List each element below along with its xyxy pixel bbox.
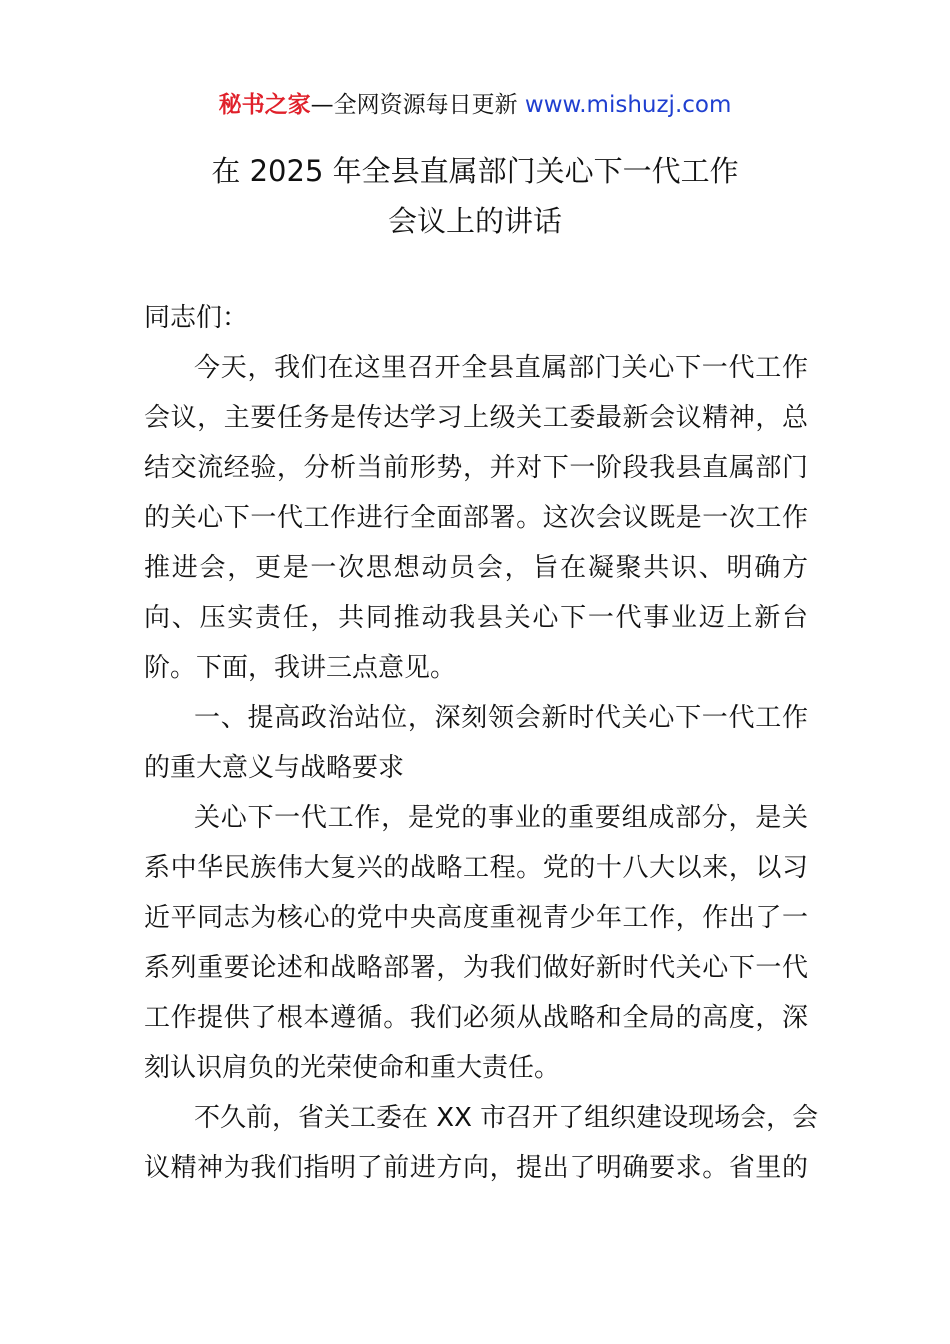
section-heading-line: 的重大意义与战略要求 bbox=[144, 753, 405, 783]
paragraph-line: 近平同志为核心的党中央高度重视青少年工作，作出了一 bbox=[144, 903, 808, 933]
document-body bbox=[144, 293, 819, 1193]
paragraph-line: 会议，主要任务是传达学习上级关工委最新会议精神，总 bbox=[144, 403, 808, 433]
salutation: 同志们： bbox=[144, 303, 249, 333]
paragraph-line: 的关心下一代工作进行全面部署。这次会议既是一次工作 bbox=[144, 503, 808, 533]
paragraph-line: 议精神为我们指明了前进方向，提出了明确要求。省里的 bbox=[144, 1153, 808, 1183]
paragraph-line: 今天，我们在这里召开全县直属部门关心下一代工作 bbox=[194, 353, 808, 383]
section-heading-line: 一、提高政治站位，深刻领会新时代关心下一代工作 bbox=[194, 703, 808, 733]
site-header bbox=[0, 88, 950, 122]
paragraph-line: 不久前，省关工委在 XX 市召开了组织建设现场会，会 bbox=[194, 1103, 819, 1133]
paragraph-line: 系列重要论述和战略部署，为我们做好新时代关心下一代 bbox=[144, 953, 808, 983]
site-url-link[interactable]: www.mishuzj.com bbox=[524, 92, 732, 118]
header-tagline: —全网资源每日更新 bbox=[310, 92, 518, 118]
title-line-2: 会议上的讲话 bbox=[387, 204, 562, 238]
paragraph-line: 推进会，更是一次思想动员会，旨在凝聚共识、明确方 bbox=[144, 553, 808, 583]
title-line-1: 在 2025 年全县直属部门关心下一代工作 bbox=[211, 154, 739, 188]
paragraph-line: 向、压实责任，共同推动我县关心下一代事业迈上新台 bbox=[144, 603, 808, 633]
paragraph-line: 结交流经验，分析当前形势，并对下一阶段我县直属部门 bbox=[144, 453, 808, 483]
paragraph-line: 刻认识肩负的光荣使命和重大责任。 bbox=[144, 1053, 561, 1083]
paragraph-line: 系中华民族伟大复兴的战略工程。党的十八大以来，以习 bbox=[144, 853, 808, 883]
document-title bbox=[0, 146, 950, 246]
paragraph-line: 关心下一代工作，是党的事业的重要组成部分，是关 bbox=[194, 803, 808, 833]
paragraph-line: 阶。下面，我讲三点意见。 bbox=[144, 653, 457, 683]
brand-name: 秘书之家 bbox=[218, 92, 311, 118]
paragraph-line: 工作提供了根本遵循。我们必须从战略和全局的高度，深 bbox=[144, 1003, 808, 1033]
